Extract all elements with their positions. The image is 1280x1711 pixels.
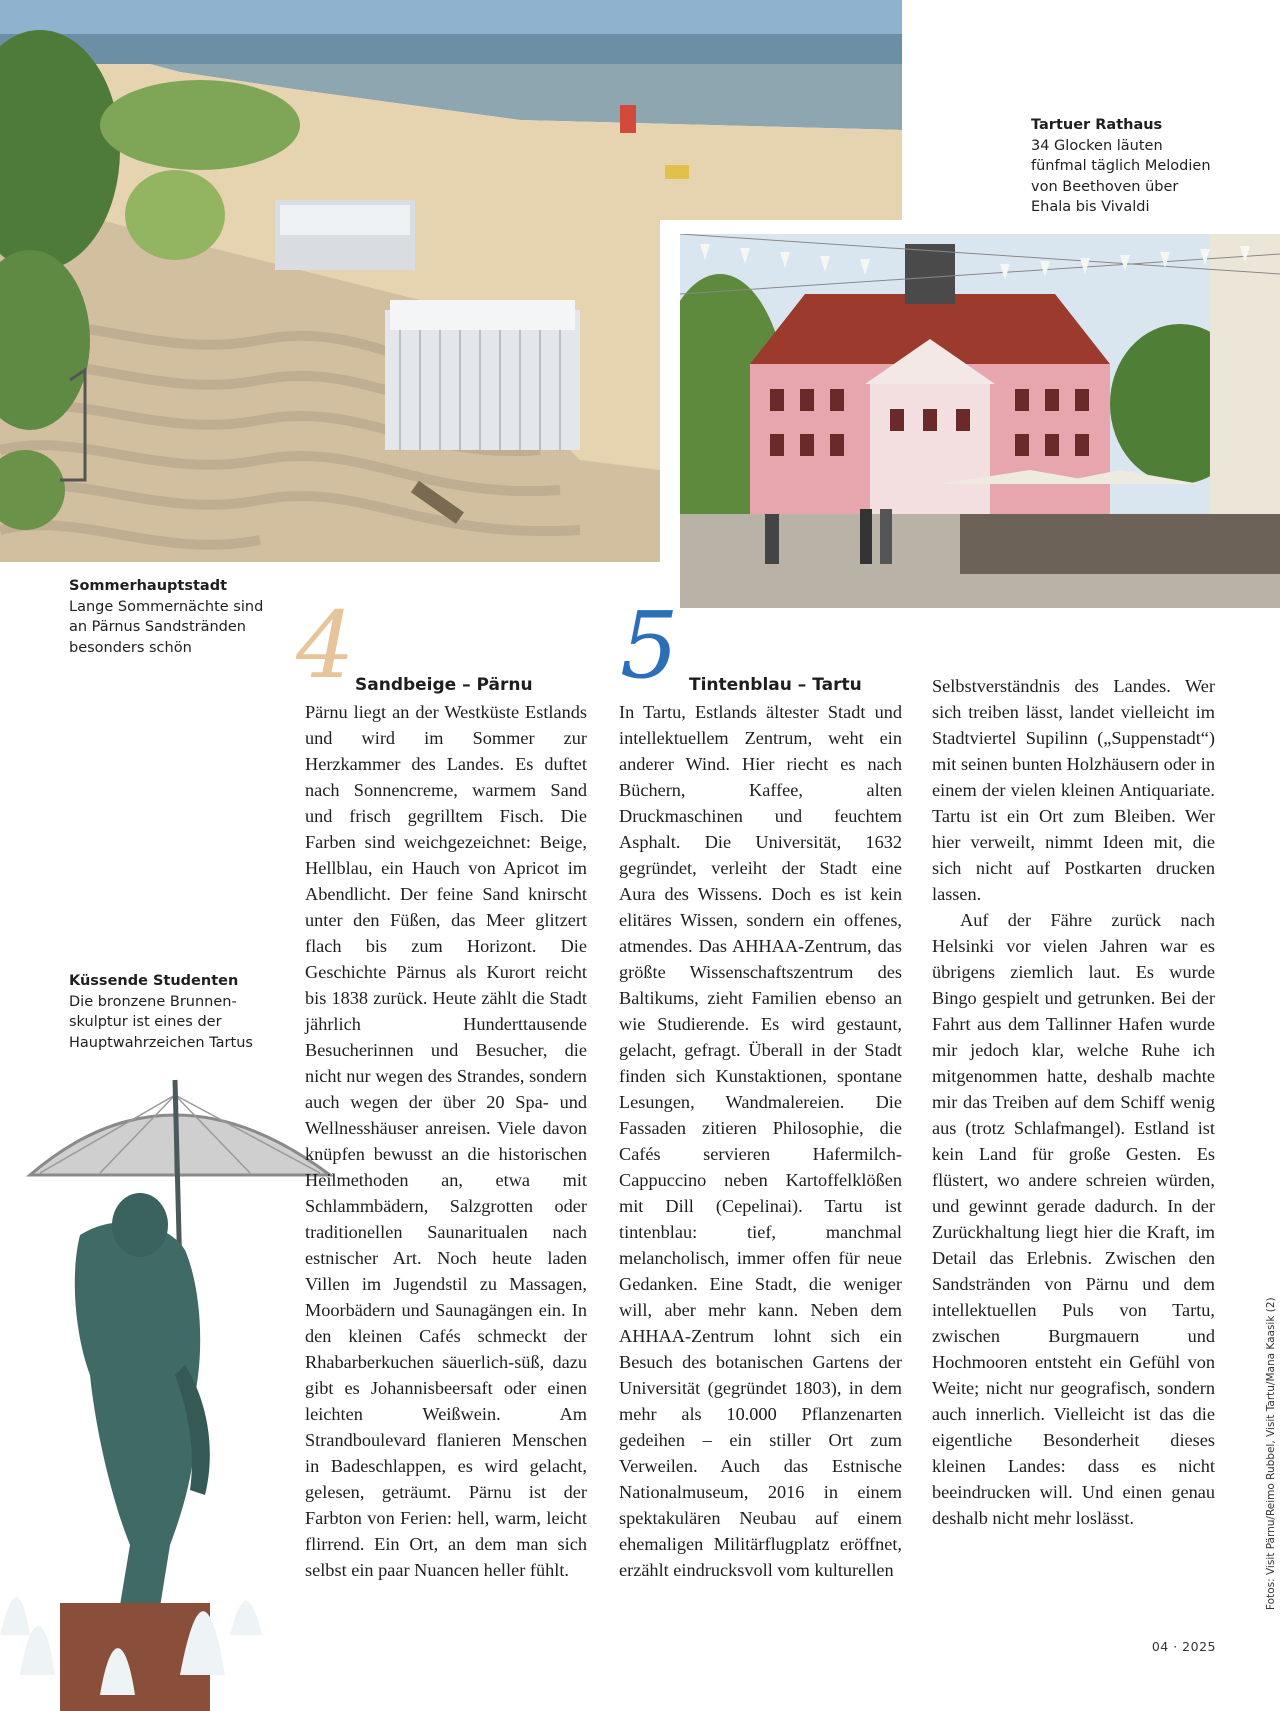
caption-text: Lange Sommernächte sind an Pärnus Sandstränden besonders schön: [69, 598, 264, 656]
article-column-2: [619, 699, 902, 1583]
article-column-1: [305, 699, 587, 1583]
section-number-4: 4: [296, 592, 355, 699]
body-paragraph: Auf der Fähre zurück nach Helsinki vor vielen Jahren war es übrigens ziemlich laut. Es wurde Bingo gespielt und getrunken. Bei der Fahrt aus dem Tallinner Hafen wurde mir jedoch klar, welche Ruhe ich mitgenommen hatte, deshalb machte mir das Treiben auf dem Schiff wenig aus (trotz Schlafmangel). Estland ist kein Land für große Gesten. Es flüstert, wo andere schreien würden, und gewinnt gerade dadurch. In der Zurückhaltung liegt hier die Kraft, im Detail das Erlebnis. Zwischen den Sandstränden von Pärnu und dem intellektuellen Puls von Tartu, zwischen Burgmauern und Hochmooren entsteht ein Gefühl von Weite; nicht nur geografisch, sondern auch innerlich. Vielleicht ist das die eigentliche Besonderheit dieses kleinen Landes: dass es nicht beeindrucken will. Und einen genau deshalb nicht mehr loslässt.: [932, 910, 1215, 1528]
caption-sommerhauptstadt: [69, 576, 269, 658]
caption-kuessende-studenten: [69, 971, 269, 1053]
caption-tartuer-rathaus: [1031, 115, 1216, 218]
body-paragraph: Pärnu liegt an der Westküste Estlands und wird im Sommer zur Herzkammer des Landes. Es duftet nach Sonnencreme, warmem Sand und frisch gegrilltem Fisch. Die Farben sind weichgezeichnet: Beige, Hellblau, ein Hauch von Apricot im Abendlicht. Der feine Sand knirscht unter den Füßen, das Meer glitzert flach bis zum Horizont. Die Geschichte Pärnus als Kurort reicht bis 1838 zurück. Heute zählt die Stadt jährlich Hunderttausende Besucherinnen und Besucher, die nicht nur wegen des Strandes, sondern auch wegen der über 20 Spa- und Wellnesshäuser anreisen. Viele davon knüpfen bewusst an die historischen Heilmethoden an, etwa mit Schlammbädern, Salzgrotten oder traditionellen Saunaritualen nach estnischer Art. Noch heute laden Villen im Jugendstil zu Massagen, Moorbädern und Saunagängen ein. In den kleinen Cafés schmeckt der Rhabarberkuchen säuerlich-süß, dazu gibt es Johannisbeersaft oder einen leichten Weißwein. Am Strandboulevard flanieren Menschen in Badeschlappen, es wird gelacht, gelesen, geträumt. Pärnu ist der Farbton von Ferien: hell, warm, leicht flirrend. Ein Ort, an dem man sich selbst ein paar Nuancen heller fühlt.: [305, 702, 587, 1580]
article-column-3: [932, 673, 1215, 1531]
section-heading-tartu: Tintenblau – Tartu: [689, 675, 862, 695]
caption-text: 34 Glocken läuten fünfmal täglich Melodien von Beethoven über Ehala bis Vivaldi: [1031, 137, 1211, 215]
caption-title: Tartuer Rathaus: [1031, 117, 1163, 133]
photo-credit: Fotos: Visit Pärnu/Reimo Rubbel, Visit Tartu/Mana Kaasik (2): [1265, 1297, 1277, 1610]
caption-text: Die bronzene Brunnen-skulptur ist eines der Hauptwahrzeichen Tartus: [69, 993, 253, 1051]
section-heading-parnu: Sandbeige – Pärnu: [355, 675, 533, 695]
section-number-5: 5: [620, 592, 679, 699]
caption-title: Küssende Studenten: [69, 973, 239, 989]
tartu-town-hall-photo: [680, 234, 1280, 608]
caption-title: Sommerhauptstadt: [69, 578, 228, 594]
page-folio: 04 · 2025: [1151, 1639, 1216, 1654]
body-paragraph: Selbstverständnis des Landes. Wer sich treiben lässt, landet vielleicht im Stadtviertel Supilinn („Suppenstadt“) mit seinen bunten Holzhäusern oder in einem der vielen kleinen Antiquariate. Tartu ist ein Ort zum Bleiben. Wer hier verweilt, nimmt Ideen mit, die sich nicht auf Postkarten drucken lassen.: [932, 676, 1215, 904]
body-paragraph: In Tartu, Estlands ältester Stadt und intellektuellem Zentrum, weht ein anderer Wind. Hier riecht es nach Büchern, Kaffee, alten Druckmaschinen und feuchtem Asphalt. Die Universität, 1632 gegründet, verleiht der Stadt eine Aura des Wissens. Doch es ist kein elitäres Wissen, sondern ein offenes, atmendes. Das AHHAA-Zentrum, das größte Wissenschaftszentrum des Baltikums, zieht Familien ebenso an wie Studierende. Es wird gestaunt, gelacht, gefragt. Überall in der Stadt finden sich Kunstaktionen, spontane Lesungen, Wandmalereien. Die Fassaden zitieren Philosophie, die Cafés servieren Hafermilch-Cappuccino neben Kartoffelklößen mit Dill (Cepelinai). Tartu ist tintenblau: tief, manchmal melancholisch, immer offen für neue Gedanken. Eine Stadt, die weniger will, aber mehr kann. Neben dem AHHAA-Zentrum lohnt sich ein Besuch des botanischen Gartens der Universität (gegründet 1803), in dem mehr als 10.000 Pflanzenarten gedeihen – ein stiller Ort zum Verweilen. Auch das Estnische Nationalmuseum, 2016 in einem spektakulären Neubau auf einem ehemaligen Militärflugplatz eröffnet, erzählt eindrucksvoll vom kulturellen: [619, 702, 902, 1580]
kissing-students-statue-photo: [0, 1075, 340, 1711]
